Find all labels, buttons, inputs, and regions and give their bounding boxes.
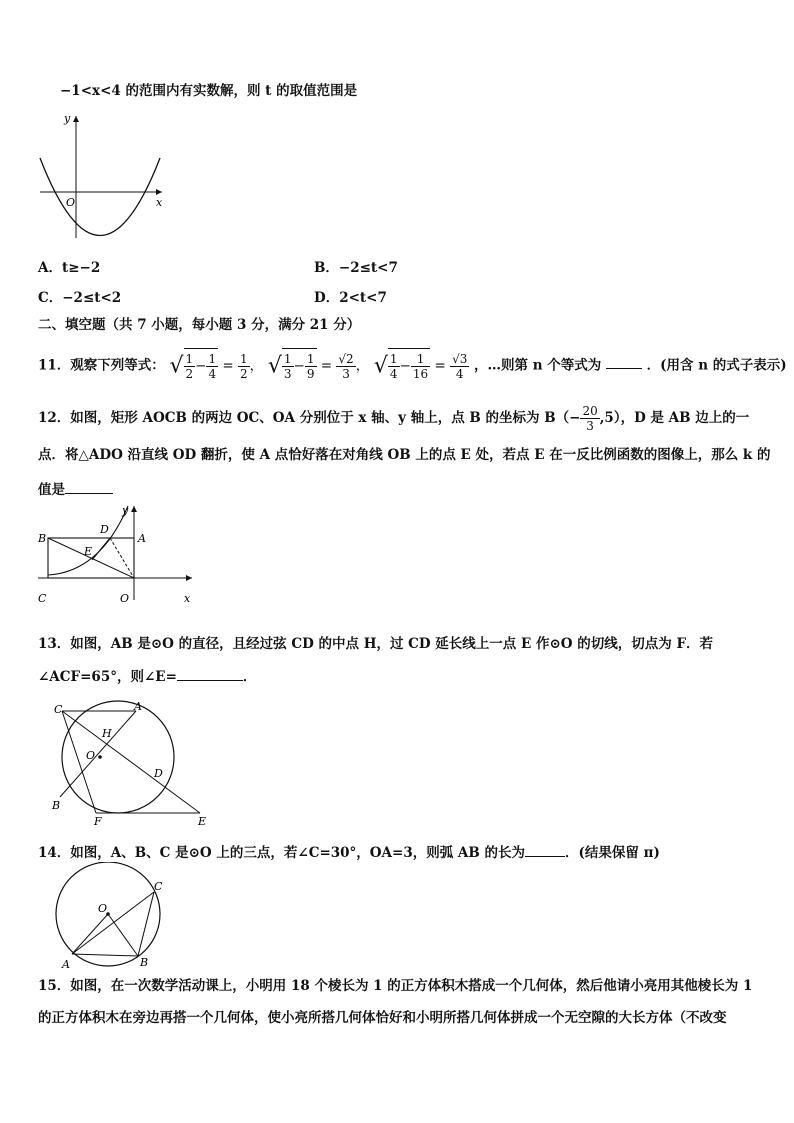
svg-text:O: O (120, 592, 130, 605)
svg-text:D: D (154, 767, 163, 780)
q11-suffix: ，…则第 n 个等式为 (474, 357, 602, 374)
q15-line2: 的正方体积木在旁边再搭一个几何体，使小亮所搭几何体恰好和小明所搭几何体拼成一个无空隙的大长方体（不改变 (38, 1010, 727, 1026)
q13-line1: 13．如图，AB 是⊙O 的直径，且经过弦 CD 的中点 H，过 CD 延长线上一点 E 作⊙O 的切线，切点为 F．若 (38, 636, 714, 652)
svg-text:B: B (38, 532, 47, 545)
q12-line3: 值是 (38, 479, 113, 499)
q12-line1: 12．如图，矩形 AOCB 的两边 OC、OA 分别位于 x 轴、y 轴上，点 B 的坐标为 B（− $\frac{20}{3}$ ,5），D 是 AB 边上的一 (38, 404, 750, 433)
q10-option-b: B．−2≤t<7 (314, 260, 398, 276)
q11-tail: ．(用含 n 的式子表示) (646, 357, 787, 374)
q10-origin-label: O (66, 196, 76, 209)
svg-text:C: C (38, 592, 47, 605)
svg-text:x: x (184, 592, 191, 605)
svg-text:A: A (138, 532, 146, 545)
q13-answer-blank (177, 666, 243, 681)
q10-option-a: A．t≥−2 (38, 260, 101, 276)
q12-answer-blank (65, 479, 113, 494)
q13-line2: ∠ACF=65°，则∠E= ． (38, 666, 256, 686)
svg-text:B: B (52, 799, 61, 812)
q13-circle-figure (30, 695, 220, 830)
section-title: 二、填空题（共 7 小题，每小题 3 分，满分 21 分） (38, 317, 361, 333)
svg-text:O: O (98, 902, 108, 915)
q10-option-c: C．−2≤t<2 (38, 290, 122, 306)
q10-option-d: D．2<t<7 (314, 290, 387, 306)
q11-expr2: √ $\frac{1}{3}$ − $\frac{1}{9}$ = $\frac{√2}{3}$ ， (268, 348, 369, 384)
q14-answer-blank (525, 842, 565, 857)
svg-text:E: E (84, 545, 93, 558)
svg-text:D: D (100, 523, 109, 536)
q10-parabola-figure (30, 108, 170, 248)
q10-stem-tail: −1<x<4 的范围内有实数解，则 t 的取值范围是 (60, 83, 358, 99)
q14-line1: 14．如图，A、B、C 是⊙O 上的三点，若∠C=30°，OA=3，则弧 AB 的长为 ．(结果保留 π) (38, 842, 660, 862)
q10-y-label: y (64, 112, 71, 125)
q14-circle-figure (50, 862, 180, 974)
q11-expr1: √ $\frac{1}{2}$ − $\frac{1}{4}$ = $\frac{1}{2}$ ， (170, 348, 264, 384)
svg-text:H: H (102, 727, 112, 740)
svg-text:C: C (154, 880, 163, 893)
q10-x-label: x (156, 196, 163, 209)
q11-expr3: √ $\frac{1}{4}$ − $\frac{1}{16}$ = $\frac{√3}{4}$ (374, 348, 469, 384)
svg-text:A: A (134, 700, 142, 713)
q12-rectangle-figure (30, 500, 200, 610)
svg-text:y: y (122, 504, 129, 517)
svg-text:B: B (140, 956, 149, 969)
q11-prefix: 11．观察下列等式： (38, 357, 165, 374)
q12-line2: 点．将△ADO 沿直线 OD 翻折，使 A 点恰好落在对角线 OB 上的点 E 处，若点 E 在一反比例函数的图像上，那么 k 的 (38, 447, 771, 463)
svg-text:O: O (86, 749, 96, 762)
q15-line1: 15．如图，在一次数学活动课上，小明用 18 个棱长为 1 的正方体积木搭成一个几何体，然后他请小亮用其他棱长为 1 (38, 978, 753, 994)
svg-text:C: C (54, 703, 63, 716)
svg-text:F: F (94, 815, 102, 828)
svg-text:E: E (198, 815, 207, 828)
q11-answer-blank (606, 354, 642, 369)
svg-text:A: A (62, 958, 70, 971)
q11-line (38, 348, 787, 384)
